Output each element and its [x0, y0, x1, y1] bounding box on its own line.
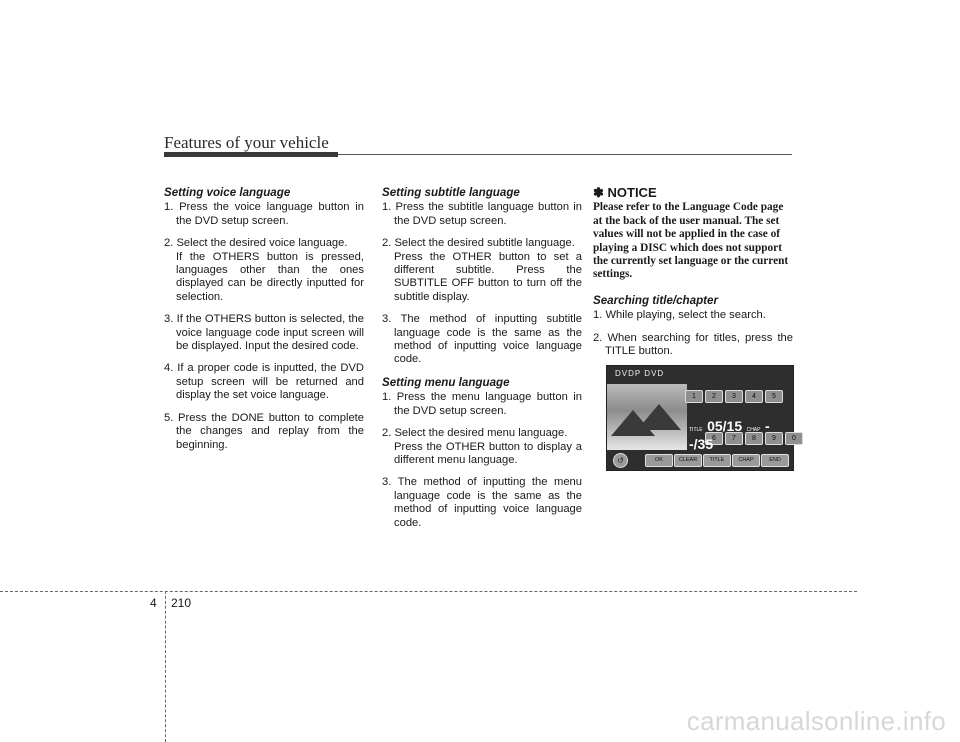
- list-item: 1. Press the menu language button in the DVD setup screen.: [382, 391, 582, 417]
- list-item: 2. Select the desired voice language. If the OTHERS button is pressed, languages other than the ones displayed can be directly inputted for selection.: [164, 237, 364, 303]
- key-5[interactable]: 5: [765, 390, 783, 403]
- list-item: 1. Press the subtitle language button in the DVD setup screen.: [382, 201, 582, 227]
- page-number: 210: [171, 596, 192, 610]
- list-note: If the OTHERS button is pressed, languages other than the ones displayed can be directly inputted for selection.: [176, 250, 364, 303]
- title-value: 05/15: [707, 418, 743, 434]
- roof-shape: [637, 404, 681, 430]
- section-title-menu-language: Setting menu language: [382, 375, 510, 389]
- dvd-logo: DVDP DVD: [615, 369, 665, 378]
- section-title-search: Searching title/chapter: [593, 293, 718, 307]
- chap-label: CHAP: [746, 427, 761, 433]
- list-item: 1. While playing, select the search.: [593, 309, 766, 322]
- ok-button[interactable]: OK: [645, 454, 673, 467]
- list-item: 3. If the OTHERS button is selected, the voice language code input screen will be displayed. Input the desired code.: [164, 313, 364, 353]
- chap-button[interactable]: CHAP: [732, 454, 760, 467]
- title-label: TITLE: [689, 427, 703, 433]
- list-item: 4. If a proper code is inputted, the DVD setup screen will be returned and display the set voice language.: [164, 362, 364, 402]
- footer-rule: [0, 591, 857, 592]
- section-title-subtitle-language: Setting subtitle language: [382, 186, 520, 199]
- key-7[interactable]: 7: [725, 432, 743, 445]
- dvd-search-screen-image: [606, 365, 794, 471]
- key-0[interactable]: 0: [785, 432, 803, 445]
- key-9[interactable]: 9: [765, 432, 783, 445]
- page-header-title: Features of your vehicle: [164, 133, 329, 152]
- header-rule-thin: [338, 154, 792, 155]
- notice-title: ✽ NOTICE: [593, 185, 657, 200]
- list-note: Press the OTHER button to display a different menu language.: [394, 440, 582, 466]
- title-button[interactable]: TITLE: [703, 454, 731, 467]
- list-item: 5. Press the DONE button to complete the changes and replay from the beginning.: [164, 411, 364, 451]
- title-chapter-readout: [689, 418, 793, 454]
- clear-button[interactable]: CLEAR: [674, 454, 702, 467]
- section-title-voice-language: Setting voice language: [164, 186, 291, 199]
- chap-value: - -/35: [689, 418, 770, 452]
- key-6[interactable]: 6: [705, 432, 723, 445]
- list-item: 2. Select the desired subtitle language. Press the OTHER button to set a different subtitle. Press the SUBTITLE OFF button to turn off the subtitle display.: [382, 237, 582, 303]
- list-note: Press the OTHER button to set a different subtitle. Press the SUBTITLE OFF button to turn off the subtitle display.: [394, 250, 582, 303]
- footer-vertical-rule: [165, 591, 166, 742]
- column-notice-search: [593, 186, 793, 367]
- dvd-button-row: [609, 453, 791, 467]
- notice-body: Please refer to the Language Code page at the back of the user manual. The set values will not be applied in the case of playing a DISC which does not support the currently set language or the current settings.: [593, 201, 789, 281]
- list-item: 3. The method of inputting the menu language code is the same as the method of inputting voice language code.: [382, 476, 582, 529]
- key-8[interactable]: 8: [745, 432, 763, 445]
- back-button[interactable]: ↺: [613, 453, 628, 468]
- header-rule-thick: [164, 152, 338, 157]
- list-item: 3. The method of inputting subtitle language code is the same as the method of inputting voice language code.: [382, 313, 582, 366]
- column-subtitle-menu-language: [382, 186, 582, 539]
- list-item: 2. When searching for titles, press the TITLE button.: [593, 331, 793, 358]
- list-item: 1. Press the voice language button in the DVD setup screen.: [164, 201, 364, 227]
- key-2[interactable]: 2: [705, 390, 723, 403]
- list-item: 2. Select the desired menu language. Press the OTHER button to display a different menu language.: [382, 427, 582, 466]
- key-3[interactable]: 3: [725, 390, 743, 403]
- snow-village-scene: [607, 384, 687, 450]
- end-button[interactable]: END: [761, 454, 789, 467]
- key-4[interactable]: 4: [745, 390, 763, 403]
- chapter-number: 4: [150, 596, 157, 610]
- column-voice-language: [164, 186, 364, 461]
- watermark-text: carmanualsonline.info: [686, 706, 946, 736]
- key-1[interactable]: 1: [685, 390, 703, 403]
